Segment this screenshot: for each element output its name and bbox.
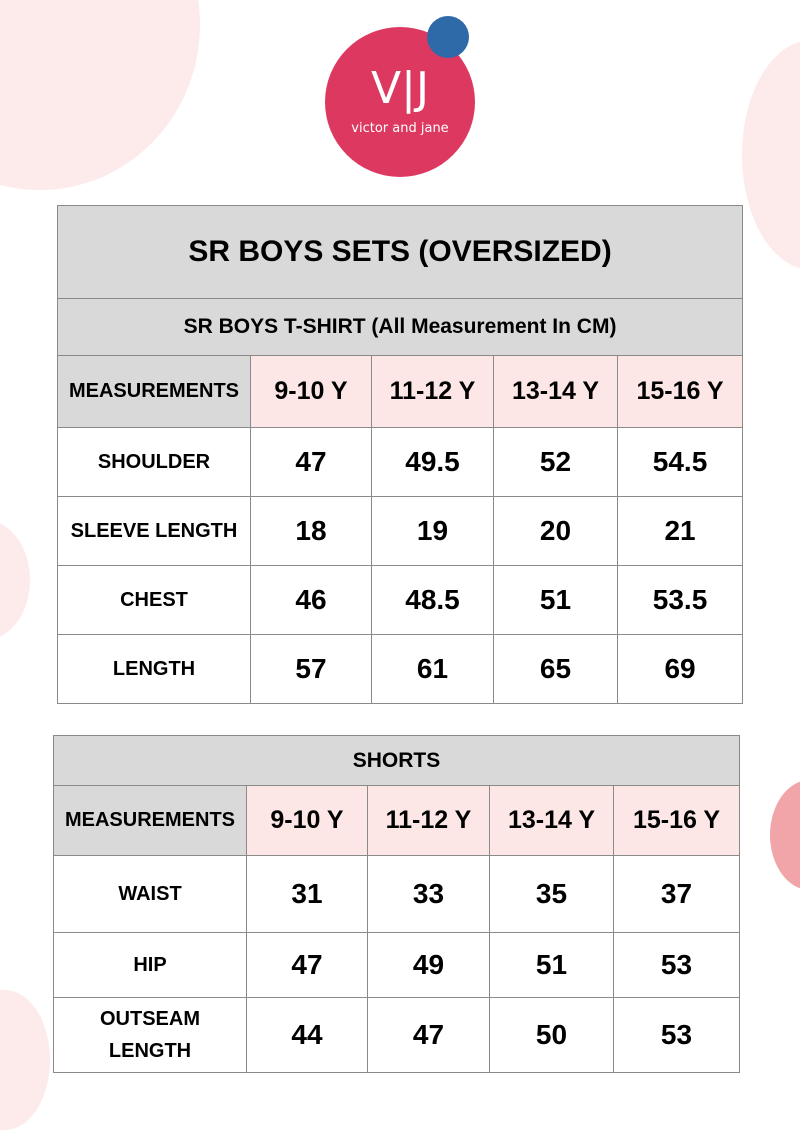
- header-size-9-10: 9-10 Y: [251, 356, 372, 428]
- row-value: 31: [247, 856, 368, 933]
- header-size-15-16: 15-16 Y: [618, 356, 743, 428]
- brand-mark: V|J: [371, 63, 429, 114]
- row-value: 51: [490, 933, 614, 998]
- row-value: 47: [247, 933, 368, 998]
- row-label: SLEEVE LENGTH: [58, 497, 251, 566]
- header-size-15-16: 15-16 Y: [614, 786, 740, 856]
- row-value: 33: [368, 856, 490, 933]
- header-measurements: MEASUREMENTS: [58, 356, 251, 428]
- row-value: 61: [372, 635, 494, 704]
- row-value: 57: [251, 635, 372, 704]
- row-value: 46: [251, 566, 372, 635]
- table-row: [58, 566, 743, 635]
- shorts-size-table: [53, 735, 740, 1073]
- row-value: 37: [614, 856, 740, 933]
- shorts-title: SHORTS: [54, 736, 740, 786]
- table-row: [54, 933, 740, 998]
- table-row: [58, 428, 743, 497]
- table-title-row: [58, 206, 743, 299]
- row-value: 21: [618, 497, 743, 566]
- logo-dot-icon: [427, 16, 469, 58]
- decorative-blob-bottom-left: [0, 990, 50, 1130]
- row-value: 47: [368, 998, 490, 1073]
- row-value: 49.5: [372, 428, 494, 497]
- row-value: 53: [614, 933, 740, 998]
- table-subtitle-row: [58, 299, 743, 356]
- decorative-blob-middle-left: [0, 520, 30, 640]
- table-header-row: [58, 356, 743, 428]
- row-value: 48.5: [372, 566, 494, 635]
- decorative-blob-middle-right: [770, 780, 800, 890]
- row-value: 35: [490, 856, 614, 933]
- row-value: 44: [247, 998, 368, 1073]
- table-row: [58, 497, 743, 566]
- row-label: WAIST: [54, 856, 247, 933]
- row-value: 50: [490, 998, 614, 1073]
- table-title-row: [54, 736, 740, 786]
- row-label: CHEST: [58, 566, 251, 635]
- row-value: 54.5: [618, 428, 743, 497]
- row-label: HIP: [54, 933, 247, 998]
- table-row: [58, 635, 743, 704]
- row-label: OUTSEAM LENGTH: [54, 998, 247, 1073]
- row-value: 47: [251, 428, 372, 497]
- header-size-9-10: 9-10 Y: [247, 786, 368, 856]
- row-value: 20: [494, 497, 618, 566]
- row-label: SHOULDER: [58, 428, 251, 497]
- header-size-13-14: 13-14 Y: [494, 356, 618, 428]
- row-value: 18: [251, 497, 372, 566]
- row-value: 53: [614, 998, 740, 1073]
- brand-name: victor and jane: [351, 121, 449, 136]
- row-value: 51: [494, 566, 618, 635]
- row-value: 65: [494, 635, 618, 704]
- row-label: LENGTH: [58, 635, 251, 704]
- header-size-11-12: 11-12 Y: [372, 356, 494, 428]
- header-measurements: MEASUREMENTS: [54, 786, 247, 856]
- table-header-row: [54, 786, 740, 856]
- table-row: [54, 998, 740, 1073]
- row-value: 49: [368, 933, 490, 998]
- table-subtitle: SR BOYS T-SHIRT (All Measurement In CM): [58, 299, 743, 356]
- decorative-blob-top-left: [0, 0, 200, 190]
- decorative-blob-top-right: [742, 40, 800, 270]
- row-value: 52: [494, 428, 618, 497]
- table-row: [54, 856, 740, 933]
- row-value: 53.5: [618, 566, 743, 635]
- row-value: 69: [618, 635, 743, 704]
- tshirt-size-table: [57, 205, 743, 704]
- header-size-11-12: 11-12 Y: [368, 786, 490, 856]
- table-title: SR BOYS SETS (OVERSIZED): [58, 206, 743, 299]
- row-value: 19: [372, 497, 494, 566]
- header-size-13-14: 13-14 Y: [490, 786, 614, 856]
